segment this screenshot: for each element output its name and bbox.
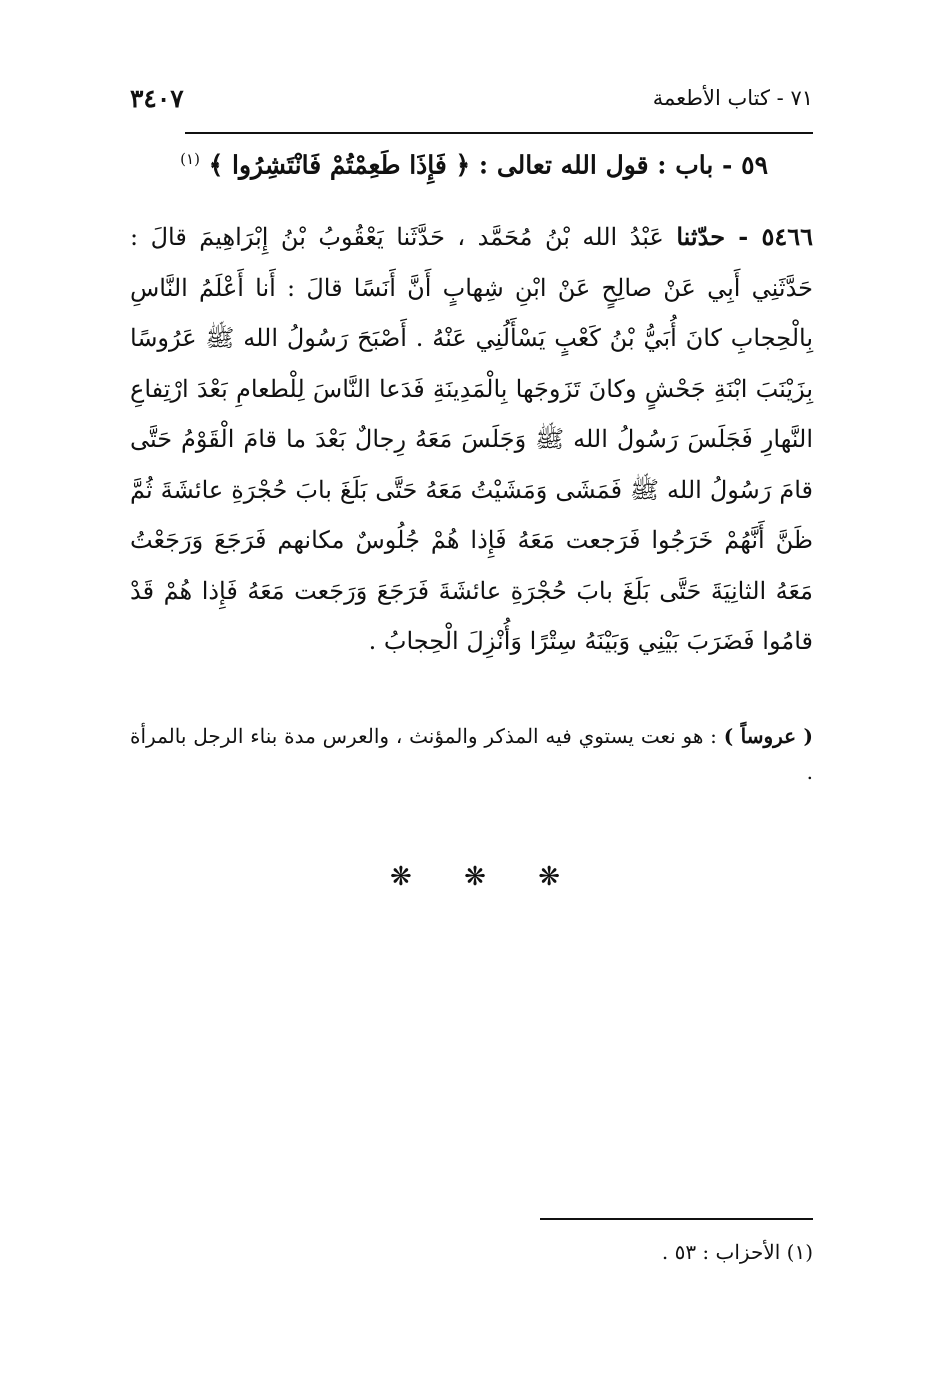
hadith-lead: ٥٤٦٦ - حدّثنا: [676, 222, 813, 251]
separator-ornament: ❋: [464, 862, 486, 892]
hadith-body: [130, 212, 813, 667]
chapter-heading-text: ٥٩ - باب : قول الله تعالى : ﴿ فَإِذَا طَعِمْتُمْ فَانْتَشِرُوا ﴾: [208, 150, 768, 180]
separator-ornament: ❋: [538, 862, 560, 892]
gloss-term: ( عروساً ): [723, 724, 813, 748]
gloss-note: [130, 718, 813, 790]
separator-ornament: ❋: [390, 862, 412, 892]
hadith-text: عَبْدُ الله بْنُ مُحَمَّد ، حَدَّثَنا يَعْقُوبُ بْنُ إِبْرَاهِيمَ قالَ : حَدَّثَنِي أَبِي عَنْ صالِحٍ عَنْ ابْنِ شِهابٍ أَنَّ أَنَسًا قالَ : أَنا أَعْلَمُ النَّاسِ بِالْحِجابِ كانَ أُبَيُّ بْنُ كَعْبٍ يَسْأَلُنِي عَنْهُ . أَصْبَحَ رَسُولُ الله ﷺ عَرُوسًا بِزَيْنَبَ ابْنَةِ جَحْشٍ وكانَ تَزَوجَها بِالْمَدِينَةِ فَدَعا النَّاسَ لِلْطعامِ بَعْدَ ارْتِفاعِ النَّهارِ فَجَلَسَ رَسُولُ الله ﷺ وَجَلَسَ مَعَهُ رِجالٌ بَعْدَ ما قامَ الْقَوْمُ حَتَّى قامَ رَسُولُ الله ﷺ فَمَشَى وَمَشَيْتُ مَعَهُ حَتَّى بَلَغَ بابَ حُجْرَةِ عائشَةَ ثُمَّ ظَنَّ أَنَّهُمْ خَرَجُوا فَرَجعت مَعَهُ فَإِذا هُمْ جُلُوسٌ مكانهم فَرَجَعَ وَرَجَعْتُ مَعَهُ الثانِيَةَ حَتَّى بَلَغَ بابَ حُجْرَةِ عائشَةَ فَرَجَعَ وَرَجَعت مَعَهُ فَإِذا هُمْ قَدْ قامُوا فَضَرَبَ بَيْنِي وَبَيْنَهُ سِتْرًا وَأُنْزِلَ الْحِجابُ .: [130, 223, 814, 655]
gloss-text: : هو نعت يستوي فيه المذكر والمؤنث ، والعرس مدة بناء الرجل بالمرأة .: [130, 724, 813, 784]
page-number: ٣٤٠٧: [130, 84, 184, 113]
running-title: ٧١ - كتاب الأطعمة: [652, 86, 813, 110]
footnote-marker: (١): [180, 150, 200, 168]
header-rule: [185, 132, 813, 134]
footnote: (١) الأحزاب : ٥٣ .: [661, 1240, 813, 1264]
chapter-heading: [130, 150, 768, 179]
section-separator: [390, 862, 560, 892]
page-header: [130, 84, 813, 124]
hadith-paragraph: [130, 212, 813, 667]
footnote-rule: [540, 1218, 813, 1220]
